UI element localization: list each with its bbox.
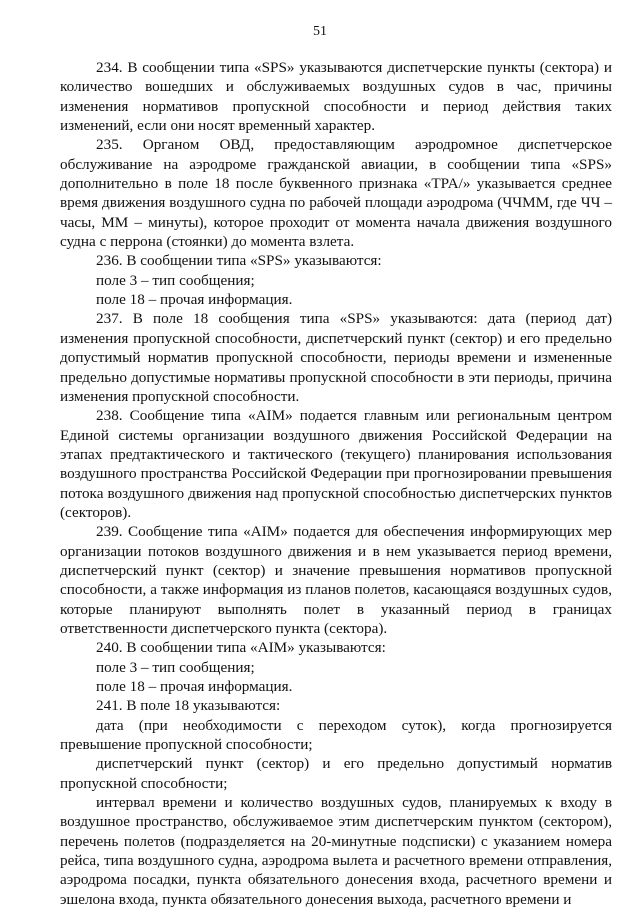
paragraph-241: 241. В поле 18 указываются: xyxy=(96,697,281,715)
document-body xyxy=(60,58,612,909)
paragraph-236: 236. В сообщении типа «SPS» указываются: xyxy=(96,252,382,270)
paragraph-240: 240. В сообщении типа «AIM» указываются: xyxy=(96,639,386,657)
paragraph-234: 234. В сообщении типа «SPS» указываются диспетчерские пункты (сектора) и количество вошедших и обслуживаемых воздушных судов в час, причины изменения нормативов пропускной способности и период действия таких изменений, если они носят временный характер. xyxy=(60,59,612,135)
list-item-field-3: поле 3 – тип сообщения; xyxy=(96,271,255,289)
paragraph-235: 235. Органом ОВД, предоставляющим аэродромное диспетчерское обслуживание на аэродроме гражданской авиации, в сообщении типа «SPS» дополнительно в поле 18 после буквенного признака «TPA/» указывается среднее время движения воздушного судна по рабочей площади аэродрома (ЧЧММ, где ЧЧ – часы, ММ – минуты), которое проходит от момента начала движения воздушного судна с перрона (стоянки) до момента взлета. xyxy=(60,136,612,251)
list-item-field-3: поле 3 – тип сообщения; xyxy=(96,658,255,676)
list-item-time-interval: интервал времени и количество воздушных судов, планируемых к входу в воздушное пространство, обслуживаемое этим диспетчерским пунктом (сектором), перечень полетов (подразделяется на 20-минутные подсписки) с указанием номера рейса, типа воздушного судна, аэродрома вылета и расчетного времени отправления, аэродрома посадки, пункта обязательного донесения входа, расчетного времени и эшелона входа, пункта обязательного донесения выхода, расчетного времени и xyxy=(60,794,612,908)
list-item-field-18: поле 18 – прочая информация. xyxy=(96,291,293,309)
paragraph-237: 237. В поле 18 сообщения типа «SPS» указываются: дата (период дат) изменения пропускной способности, диспетчерский пункт (сектор) и его предельно допустимый норматив пропускной способности, периоды времени и измененные предельно допустимые нормативы пропускной способности в эти периоды, причина изменения пропускной способности. xyxy=(60,310,612,405)
paragraph-238: 238. Сообщение типа «AIM» подается главным или региональным центром Единой системы организации воздушного движения Российской Федерации на этапах предтактического и тактического (текущего) планирования использования воздушного пространства Российской Федерации при прогнозировании превышения потока воздушного движения над пропускной способностью диспетчерских пунктов (секторов). xyxy=(60,407,612,521)
list-item-field-18: поле 18 – прочая информация. xyxy=(96,678,293,695)
paragraph-239: 239. Сообщение типа «AIM» подается для обеспечения информирующих мер организации потоков воздушного движения и в нем указывается период времени, диспетчерский пункт (сектор) и значение превышения нормативов пропускной способности, а также информация из планов полетов, касающаяся воздушных судов, которые планируют выполнять полет в указанный период в границах ответственности диспетчерского пункта (сектора). xyxy=(60,523,612,637)
page-number: 51 xyxy=(313,24,327,39)
list-item-date: дата (при необходимости с переходом суток), когда прогнозируется превышение пропускной способности; xyxy=(60,716,612,754)
list-item-dispatch-point: диспетчерский пункт (сектор) и его предельно допустимый норматив пропускной способности; xyxy=(60,755,612,792)
